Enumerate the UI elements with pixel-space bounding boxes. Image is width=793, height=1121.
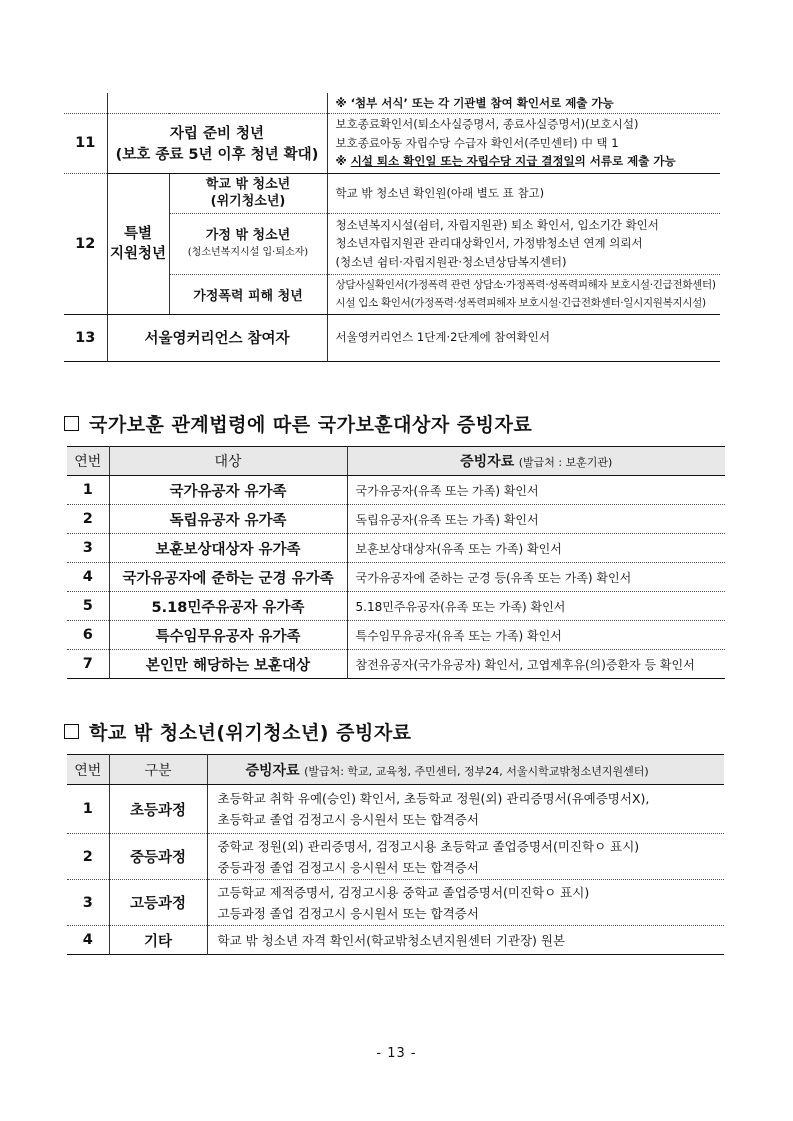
page-number: - 13 - [376, 1046, 417, 1061]
category-title: 자립 준비 청년 (보호 종료 5년 이후 청년 확대) [107, 113, 327, 173]
row-number: 2 [67, 834, 109, 880]
row-number: 12 [64, 173, 107, 314]
evidence-cell: 초등학교 취학 유예(승인) 확인서, 초등학교 정원(외) 관리증명서(유예증명서X), 초등학교 졸업 검정고시 응시원서 또는 합격증서 [207, 785, 724, 834]
veterans-table [67, 446, 725, 679]
evidence-cell: 국가유공자에 준하는 군경 등(유족 또는 가족) 확인서 [347, 563, 725, 592]
row-number: 13 [75, 329, 96, 346]
evidence-cell: 국가유공자(유족 또는 가족) 확인서 [347, 476, 725, 505]
evidence-cell: 학교 밖 청소년 자격 확인서(학교밖청소년지원센터 기관장) 원본 [207, 926, 724, 955]
row-number: 5 [67, 592, 109, 621]
eligibility-table [64, 93, 720, 362]
table-row [67, 621, 725, 650]
table-row [67, 785, 724, 834]
header-target: 대상 [109, 447, 347, 476]
category-title: 서울영커리언스 참여자 [107, 314, 327, 361]
header-evidence: 증빙자료 (발급처: 학교, 교육청, 주민센터, 정부24, 서울시학교밖청소년지원센터) [207, 755, 724, 785]
subcategory-name: 학교 밖 청소년 (위기청소년) [169, 173, 327, 213]
evidence-cell: 고등학교 제적증명서, 검정고시용 중학교 졸업증명서(미진학ㅇ 표시) 고등과정 졸업 검정고시 응시원서 또는 합격증서 [207, 880, 724, 926]
header-num: 연번 [67, 447, 109, 476]
row-number: 4 [67, 563, 109, 592]
row-number: 3 [67, 534, 109, 563]
table-row [67, 476, 725, 505]
table-row [67, 880, 724, 926]
table-row [67, 563, 725, 592]
row-number: 2 [67, 505, 109, 534]
checkbox-square-icon [64, 416, 79, 431]
table-row [67, 834, 724, 880]
evidence-list: 보호종료확인서(퇴소사실증명서, 종료사실증명서)(보호시설) 보호종료아동 자립수당 수급자 확인서(주민센터) 中 택 1 ※ 시설 퇴소 확인일 또는 자립수당 지급 결정일의 서류로 제출 가능 [327, 113, 720, 173]
header-num: 연번 [67, 755, 109, 785]
category-cell: 중등과정 [109, 834, 207, 880]
category-cell: 고등과정 [109, 880, 207, 926]
target-cell: 국가유공자에 준하는 군경 유가족 [109, 563, 347, 592]
evidence-list: 상담사실확인서(가정폭력 관련 상담소·가정폭력·성폭력피해자 보호시설·긴급전화센터) 시설 입소 확인서(가정폭력·성폭력피해자 보호시설·긴급전화센터·일시지원복지시설) [327, 274, 720, 314]
table-row [67, 534, 725, 563]
section-title: 학교 밖 청소년(위기청소년) 증빙자료 [64, 718, 412, 745]
table-row [67, 926, 724, 955]
header-category: 구분 [109, 755, 207, 785]
section-title: 국가보훈 관계법령에 따른 국가보훈대상자 증빙자료 [64, 410, 532, 437]
row-number: 7 [67, 650, 109, 679]
evidence-cell: 중학교 정원(외) 관리증명서, 검정고시용 초등학교 졸업증명서(미진학ㅇ 표시) 중등과정 졸업 검정고시 응시원서 또는 합격증서 [207, 834, 724, 880]
table-row [67, 505, 725, 534]
table-row [67, 650, 725, 679]
subcategory-name: 가정 밖 청소년 (청소년복지시설 입·퇴소자) [169, 213, 327, 274]
evidence-list: 청소년복지시설(쉼터, 자립지원관) 퇴소 확인서, 입소기간 확인서 청소년자립지원관 관리대상확인서, 가정밖청소년 연계 의뢰서 (청소년 쉼터·자립지원관·청소년상담복지센터) [327, 213, 720, 274]
evidence-cell: 참전유공자(국가유공자) 확인서, 고엽제후유(의)증환자 등 확인서 [347, 650, 725, 679]
evidence-cell: 특수임무유공자(유족 또는 가족) 확인서 [347, 621, 725, 650]
target-cell: 특수임무유공자 유가족 [109, 621, 347, 650]
attachment-note: ※ ‘첨부 서식’ 또는 각 기관별 참여 확인서로 제출 가능 [327, 93, 720, 113]
category-cell: 초등과정 [109, 785, 207, 834]
category-title: 특별 지원청년 [107, 173, 169, 314]
row-number: 1 [67, 476, 109, 505]
evidence-list: 서울영커리언스 1단계·2단계에 참여확인서 [327, 314, 720, 361]
target-cell: 5.18민주유공자 유가족 [109, 592, 347, 621]
table-row [67, 592, 725, 621]
evidence-cell: 5.18민주유공자(유족 또는 가족) 확인서 [347, 592, 725, 621]
target-cell: 본인만 해당하는 보훈대상 [109, 650, 347, 679]
evidence-list: 학교 밖 청소년 확인원(아래 별도 표 참고) [327, 173, 720, 213]
subcategory-name: 가정폭력 피해 청년 [169, 274, 327, 314]
evidence-cell: 보훈보상대상자(유족 또는 가족) 확인서 [347, 534, 725, 563]
row-number: 3 [67, 880, 109, 926]
target-cell: 보훈보상대상자 유가족 [109, 534, 347, 563]
target-cell: 국가유공자 유가족 [109, 476, 347, 505]
target-cell: 독립유공자 유가족 [109, 505, 347, 534]
row-number: 6 [67, 621, 109, 650]
out-of-school-table [67, 754, 724, 955]
checkbox-square-icon [64, 724, 79, 739]
evidence-cell: 독립유공자(유족 또는 가족) 확인서 [347, 505, 725, 534]
row-number: 11 [64, 113, 107, 173]
category-cell: 기타 [109, 926, 207, 955]
header-evidence: 증빙자료 (발급처 : 보훈기관) [347, 447, 725, 476]
row-number: 4 [67, 926, 109, 955]
row-number: 1 [67, 785, 109, 834]
